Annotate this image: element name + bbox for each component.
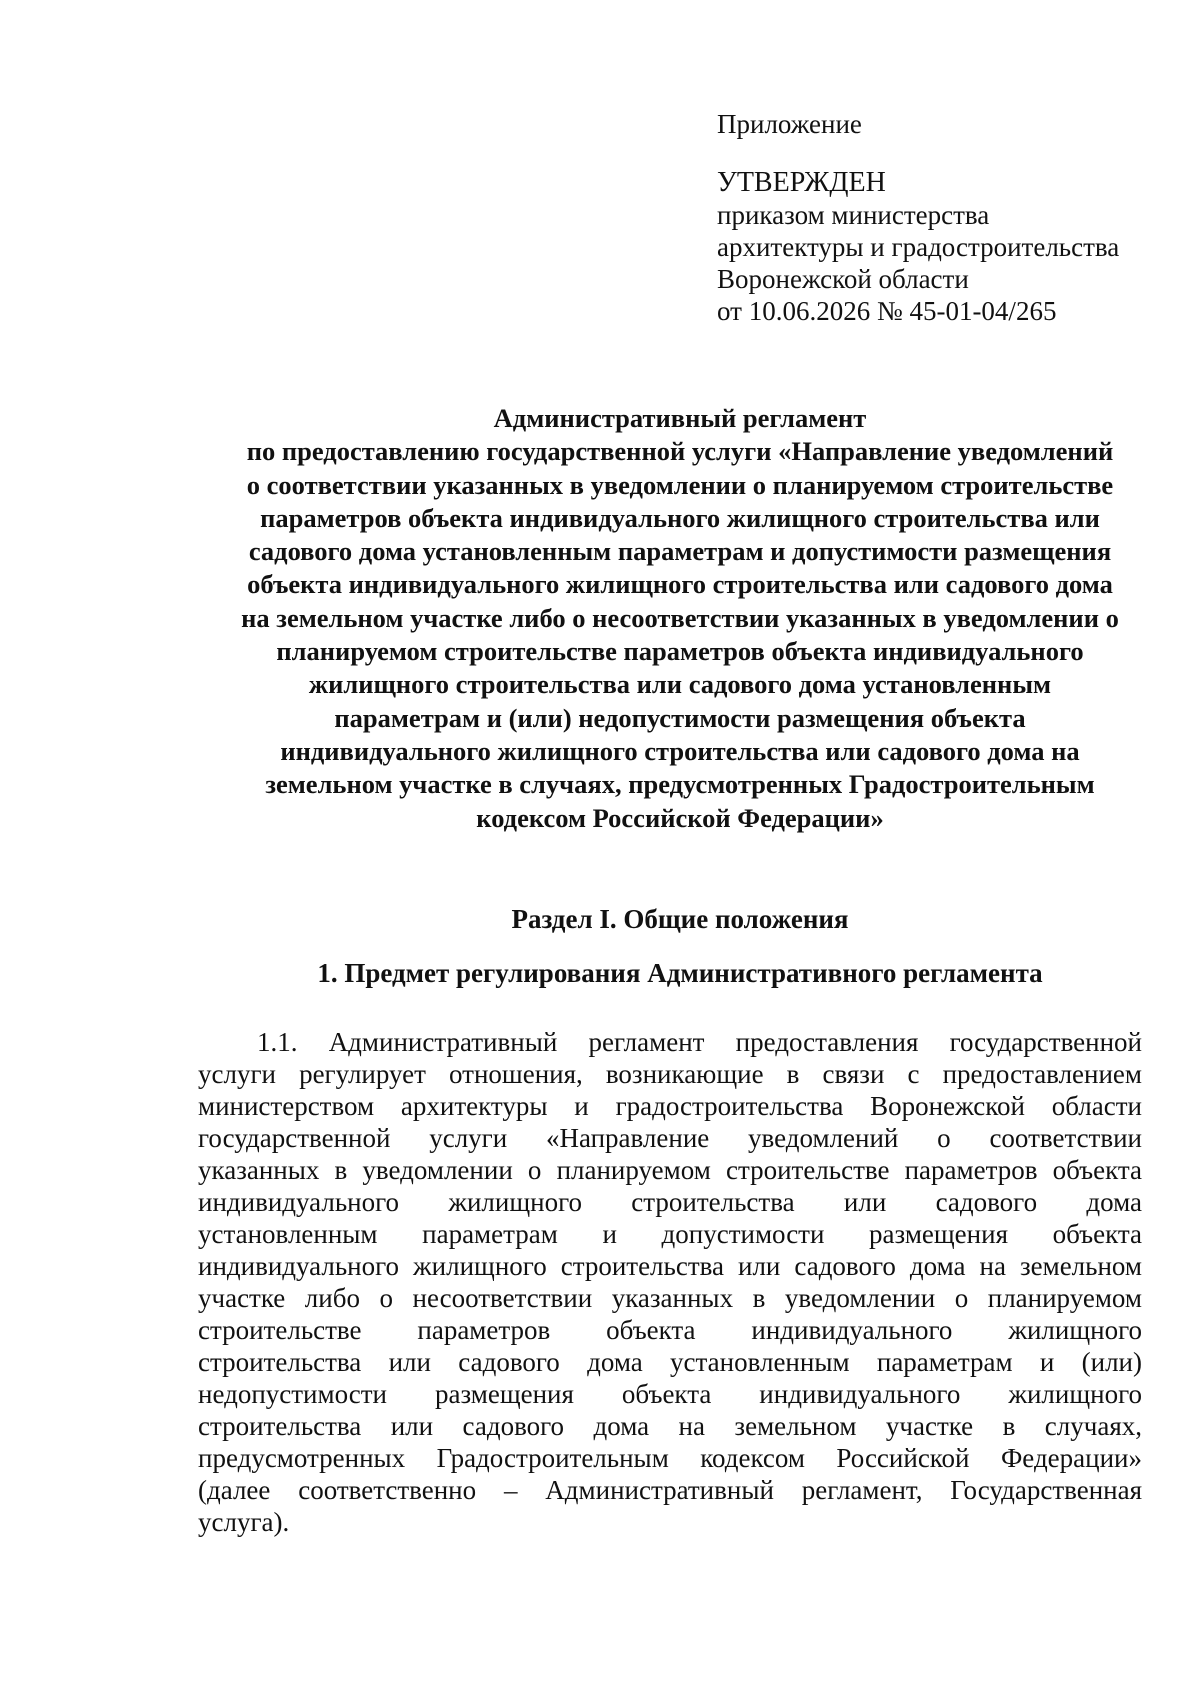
title-line: Административный регламент [493,403,867,433]
title-line: кодексом Российской Федерации» [476,802,884,833]
document-title [190,402,1170,835]
approval-stamp-block [717,108,1119,327]
approval-line: приказом министерства [717,200,990,230]
title-line: параметров объекта индивидуального жилищного строительства или [260,502,1100,533]
paragraph-line: министерством архитектуры и градостроительства Воронежской области [198,1091,1142,1121]
paragraph-line: государственной услуги «Направление уведомлений о соответствии [198,1123,1142,1153]
paragraph-line: строительства или садового дома на земельном участке в случаях, [198,1411,1142,1441]
title-line: планируемом строительстве параметров объекта индивидуального [276,636,1084,667]
title-line: объекта индивидуального жилищного строительства или садового дома [247,569,1113,600]
paragraph-line: (далее соответственно – Административный регламент, Государственная [198,1475,1142,1505]
paragraph-line: участке либо о несоответствии указанных в уведомлении о планируемом [198,1283,1142,1313]
approval-line: Воронежской области [717,264,969,294]
paragraph-line: индивидуального жилищного строительства или садового дома [198,1187,1142,1217]
paragraph-line: услуга). [198,1507,290,1537]
paragraph-1-1 [198,1026,1142,1538]
title-line: параметрам и (или) недопустимости размещения объекта [334,702,1026,733]
order-date-number: от 10.06.2026 № 45-01-04/265 [717,296,1057,326]
approved-label: УТВЕРЖДЕН [717,167,886,198]
paragraph-line: индивидуального жилищного строительства или садового дома на земельном [198,1251,1142,1281]
title-line: о соответствии указанных в уведомлении о планируемом строительстве [246,469,1114,500]
paragraph-line: недопустимости размещения объекта индивидуального жилищного [198,1379,1142,1409]
paragraph-line: строительстве параметров объекта индивидуального жилищного [198,1315,1142,1345]
title-line: жилищного строительства или садового дома установленным [308,669,1052,700]
paragraph-line: установленным параметрам и допустимости размещения объекта [198,1219,1142,1249]
paragraph-line: услуги регулирует отношения, возникающие в связи с предоставлением [198,1059,1142,1089]
title-line: по предоставлению государственной услуги «Направление уведомлений [246,436,1114,467]
approval-line: архитектуры и градостроительства [717,232,1120,262]
subsection-heading: 1. Предмет регулирования Административного регламента [317,958,1043,988]
spacer [717,140,1119,167]
section-heading: Раздел I. Общие положения [511,904,849,934]
paragraph-line: строительства или садового дома установленным параметрам и (или) [198,1347,1142,1377]
paragraph-line: 1.1. Административный регламент предоставления государственной [257,1027,1142,1057]
title-line: индивидуального жилищного строительства или садового дома на [280,735,1080,766]
title-line: на земельном участке либо о несоответствии указанных в уведомлении о [241,602,1119,633]
appendix-label: Приложение [717,109,862,139]
paragraph-line: предусмотренных Градостроительным кодексом Российской Федерации» [198,1443,1142,1473]
title-line: земельном участке в случаях, предусмотренных Градостроительным [265,769,1095,800]
title-line: садового дома установленным параметрам и допустимости размещения [248,536,1112,567]
paragraph-line: указанных в уведомлении о планируемом строительстве параметров объекта [198,1155,1142,1185]
